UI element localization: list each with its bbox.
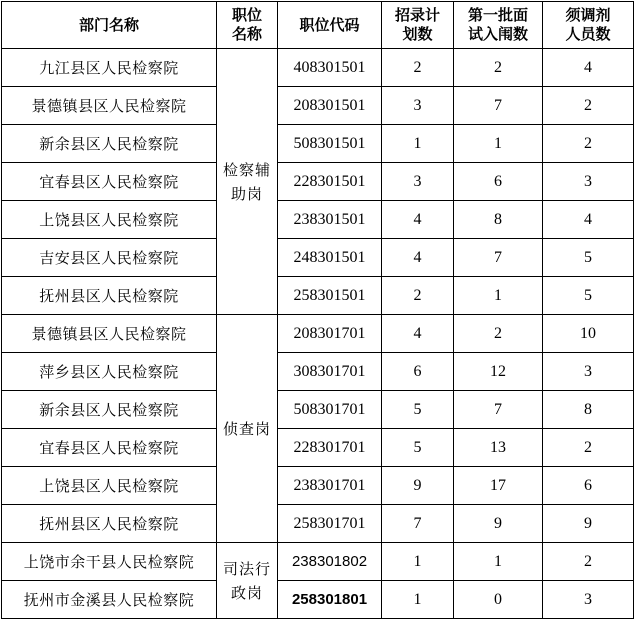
dept-cell: 宜春县区人民检察院 [2, 163, 217, 201]
table-row [2, 125, 634, 163]
table-row [2, 315, 634, 353]
plan-cell: 5 [382, 429, 454, 467]
adjust-cell: 5 [543, 239, 634, 277]
first-batch-cell: 2 [454, 315, 543, 353]
table-row [2, 87, 634, 125]
first-batch-cell: 6 [454, 163, 543, 201]
table-row [2, 49, 634, 87]
table-row [2, 163, 634, 201]
plan-cell: 1 [382, 125, 454, 163]
plan-cell: 1 [382, 581, 454, 619]
header-first-batch: 第一批面 试入闱数 [454, 2, 543, 49]
code-cell: 508301701 [278, 391, 382, 429]
dept-cell: 抚州市金溪县人民检察院 [2, 581, 217, 619]
table-row [2, 581, 634, 619]
adjust-cell: 10 [543, 315, 634, 353]
code-cell: 308301701 [278, 353, 382, 391]
code-cell: 408301501 [278, 49, 382, 87]
plan-cell: 7 [382, 505, 454, 543]
adjust-cell: 8 [543, 391, 634, 429]
plan-cell: 4 [382, 239, 454, 277]
first-batch-cell: 9 [454, 505, 543, 543]
adjust-cell: 2 [543, 125, 634, 163]
adjust-cell: 6 [543, 467, 634, 505]
position-cell: 司法行 政岗 [217, 543, 278, 619]
table-row [2, 353, 634, 391]
code-cell: 238301802 [278, 543, 382, 581]
plan-cell: 9 [382, 467, 454, 505]
code-cell: 258301501 [278, 277, 382, 315]
code-cell: 238301501 [278, 201, 382, 239]
first-batch-cell: 2 [454, 49, 543, 87]
code-cell: 258301701 [278, 505, 382, 543]
dept-cell: 抚州县区人民检察院 [2, 505, 217, 543]
first-batch-cell: 17 [454, 467, 543, 505]
table-row [2, 201, 634, 239]
dept-cell: 上饶县区人民检察院 [2, 201, 217, 239]
code-cell: 508301501 [278, 125, 382, 163]
adjust-cell: 9 [543, 505, 634, 543]
recruitment-table [1, 1, 634, 619]
adjust-cell: 2 [543, 543, 634, 581]
first-batch-cell: 12 [454, 353, 543, 391]
code-cell: 238301701 [278, 467, 382, 505]
adjust-cell: 3 [543, 353, 634, 391]
header-row [2, 2, 634, 49]
first-batch-cell: 0 [454, 581, 543, 619]
dept-cell: 宜春县区人民检察院 [2, 429, 217, 467]
adjust-cell: 3 [543, 163, 634, 201]
dept-cell: 上饶市余干县人民检察院 [2, 543, 217, 581]
adjust-cell: 2 [543, 429, 634, 467]
first-batch-cell: 1 [454, 277, 543, 315]
table-row [2, 467, 634, 505]
dept-cell: 景德镇县区人民检察院 [2, 315, 217, 353]
plan-cell: 1 [382, 543, 454, 581]
table-row [2, 277, 634, 315]
plan-cell: 5 [382, 391, 454, 429]
position-cell: 侦查岗 [217, 315, 278, 543]
plan-cell: 4 [382, 201, 454, 239]
header-code: 职位代码 [278, 2, 382, 49]
dept-cell: 新余县区人民检察院 [2, 391, 217, 429]
table-row [2, 239, 634, 277]
header-adjust: 须调剂 人员数 [543, 2, 634, 49]
first-batch-cell: 1 [454, 125, 543, 163]
header-plan: 招录计 划数 [382, 2, 454, 49]
dept-cell: 九江县区人民检察院 [2, 49, 217, 87]
table-row [2, 391, 634, 429]
dept-cell: 景德镇县区人民检察院 [2, 87, 217, 125]
dept-cell: 萍乡县区人民检察院 [2, 353, 217, 391]
adjust-cell: 4 [543, 49, 634, 87]
plan-cell: 6 [382, 353, 454, 391]
plan-cell: 2 [382, 277, 454, 315]
adjust-cell: 4 [543, 201, 634, 239]
code-cell: 258301801 [278, 581, 382, 619]
plan-cell: 3 [382, 163, 454, 201]
dept-cell: 抚州县区人民检察院 [2, 277, 217, 315]
first-batch-cell: 7 [454, 87, 543, 125]
code-cell: 248301501 [278, 239, 382, 277]
plan-cell: 2 [382, 49, 454, 87]
table-row [2, 429, 634, 467]
dept-cell: 上饶县区人民检察院 [2, 467, 217, 505]
adjust-cell: 3 [543, 581, 634, 619]
code-cell: 228301501 [278, 163, 382, 201]
dept-cell: 新余县区人民检察院 [2, 125, 217, 163]
first-batch-cell: 7 [454, 391, 543, 429]
position-cell: 检察辅 助岗 [217, 49, 278, 315]
code-cell: 228301701 [278, 429, 382, 467]
table-row [2, 505, 634, 543]
header-position: 职位 名称 [217, 2, 278, 49]
plan-cell: 4 [382, 315, 454, 353]
header-dept: 部门名称 [2, 2, 217, 49]
code-cell: 208301701 [278, 315, 382, 353]
code-cell: 208301501 [278, 87, 382, 125]
plan-cell: 3 [382, 87, 454, 125]
first-batch-cell: 7 [454, 239, 543, 277]
dept-cell: 吉安县区人民检察院 [2, 239, 217, 277]
adjust-cell: 5 [543, 277, 634, 315]
first-batch-cell: 13 [454, 429, 543, 467]
adjust-cell: 2 [543, 87, 634, 125]
first-batch-cell: 8 [454, 201, 543, 239]
first-batch-cell: 1 [454, 543, 543, 581]
table-row [2, 543, 634, 581]
